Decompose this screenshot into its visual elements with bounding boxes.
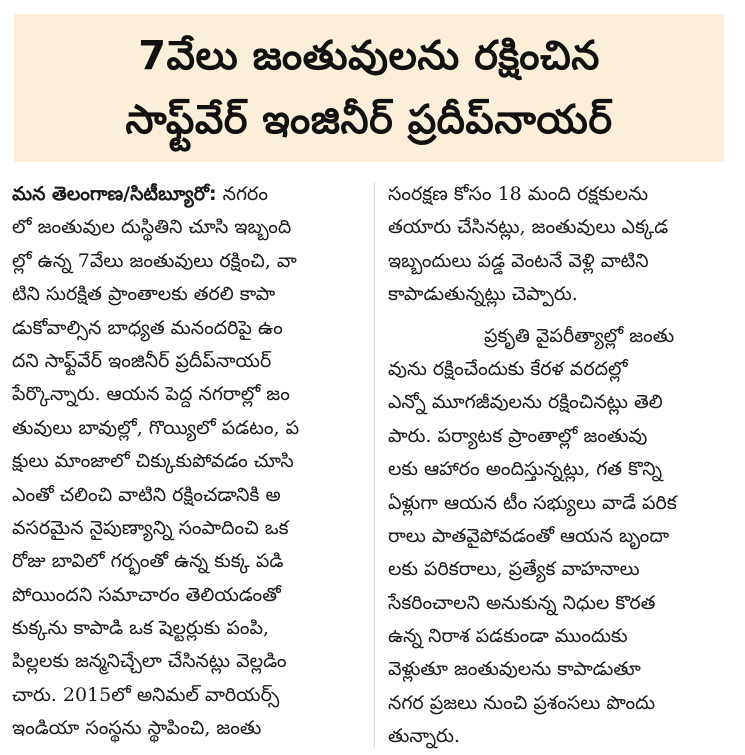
article-line: డుకోవాల్సిన బాధ్యత మనందరిపై ఉం [12,316,283,339]
article-line: దని సాఫ్ట్‌వేర్ ఇంజినీర్ ప్రదీప్‌నాయర్ [12,349,272,372]
article-line: కాపాడుతున్నట్లు చెప్పారు. [388,283,578,306]
article-line: ల్లో ఉన్న 7వేలు జంతువులు రక్షించి, వా [12,249,297,272]
article-line [12,178,366,211]
article-line: తున్నారు. [388,725,460,748]
article-line: ఎంతో చలించి వాటిని రక్షించడానికి అ [12,483,281,506]
article-line: పోయిందని సమాచారం తెలియడంతో [12,583,281,606]
article-line: ఎన్నో మూగజీవులను రక్షించినట్లు తెలి [388,391,663,414]
article-line: ఇబ్బందులు పడ్డ వెంటనే వెళ్లి వాటిని [388,249,649,272]
headline-box [14,14,724,162]
headline-line-1: 7వేలు జంతువులను రక్షించిన [138,33,600,79]
article-text: నగరం [216,183,268,205]
article-line: వసరమైన నైపుణ్యాన్ని సంపాదించి ఒక [12,516,289,539]
article-line: సంరక్షణ కోసం 18 మంది రక్షకులను [388,183,649,205]
article-line: రాలు పాతవైపోవడంతో ఆయన బృందా [388,524,670,547]
article-line: పారు. పర్యాటక ప్రాంతాల్లో జంతువు [388,424,648,447]
paragraph-gap [388,312,742,320]
article-line: వును రక్షించేందుకు కేరళ వరదల్లో [388,357,628,380]
article-column-left [12,178,366,752]
article-line: క్షులు మాంజాలో చిక్కుకుపోవడం చూసి [12,450,294,473]
column-divider [374,182,375,748]
article-column-right [388,178,742,752]
article-line: వెళ్లుతూ జంతువులను కాపాడుతూ [388,658,641,681]
article-line: తువులు బావుల్లో, గొయ్యిలో పడటం, ప [12,416,300,439]
article-line: చారు. 2015లో అనిమల్ వారియర్స్ [12,683,280,706]
article-line: ఉన్న నిరాశ పడకుండా ముందుకు [388,625,628,648]
article-line: కుక్కను కాపాడి ఒక షెల్టర్లుకు పంపి, [12,617,270,640]
article-line: పేర్కొన్నారు. ఆయన పెద్ద నగరాల్లో జం [12,383,290,406]
article-line: ఇండియా సంస్థను స్థాపించి, జంతు [12,717,262,740]
headline-line-2: సాఫ్ట్‌వేర్ ఇంజినీర్ ప్రదీప్‌నాయర్ [125,97,613,143]
article-line: ఏళ్లుగా ఆయన టీం సభ్యులు వాడే పరిక [388,491,677,514]
article-line: రోజు బావిలో గర్భంతో ఉన్న కుక్క పడి [12,550,284,573]
article-line: పిల్లలకు జన్మనిచ్చేలా చేసినట్లు వెల్లడిం [12,650,287,673]
article-line: లకు ఆహారం అందిస్తున్నట్లు, గత కొన్ని [388,458,663,481]
article-line: నగర ప్రజలు నుంచి ప్రశంసలు పొందు [388,691,656,714]
article-line: లో జంతువుల దుస్థితిని చూసి ఇబ్బంది [12,216,292,239]
article-line: తయారు చేసినట్లు, జంతువులు ఎక్కడ [388,216,669,239]
article-line: ప్రకృతి వైపరీత్యాల్లో జంతు [484,324,675,347]
article-line: టిని సురక్షిత ప్రాంతాలకు తరలి కాపా [12,283,276,306]
dateline: మన తెలంగాణ/సిటీబ్యూరో: [12,183,217,205]
article-line: లకు పరికరాలు, ప్రత్యేక వాహనాలు [388,558,640,581]
article-line: సేకరించాలని అనుకున్న నిధుల కొరత [388,591,656,614]
